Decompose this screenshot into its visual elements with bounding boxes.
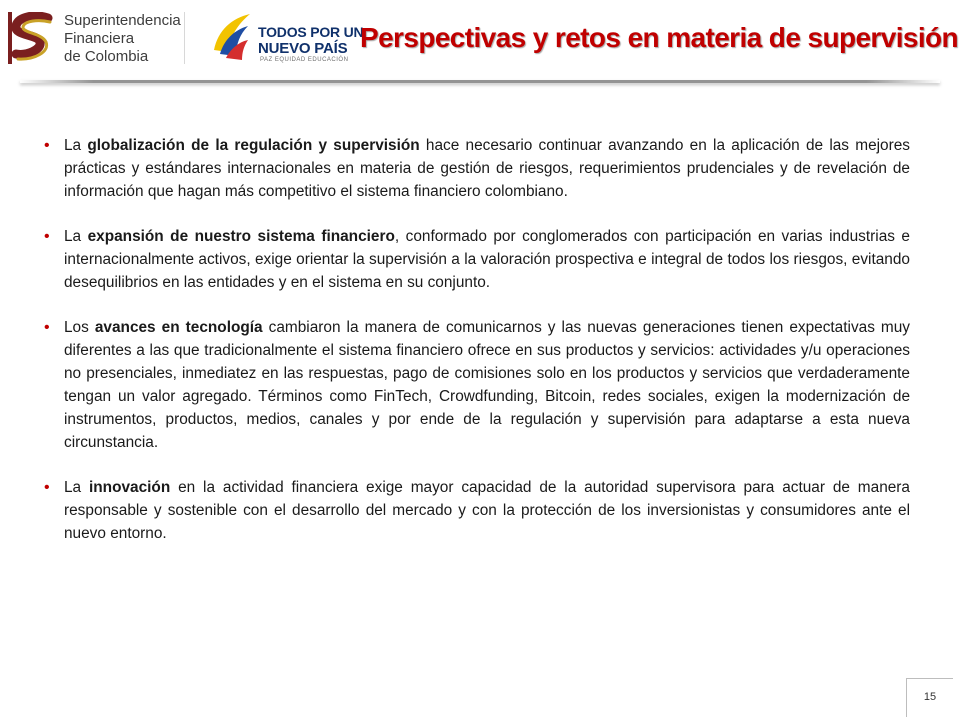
gov-logo-line-1: TODOS POR UN: [258, 24, 364, 40]
bullet-text-bold: globalización de la regulación y supervisión: [87, 137, 420, 154]
superintendencia-logo: [8, 8, 181, 66]
logo-divider: [184, 12, 185, 64]
gov-logo-line-2: NUEVO PAÍS: [258, 40, 348, 57]
sfc-logo-line-1: Superintendencia: [64, 12, 181, 29]
bullet-dot-icon: •: [44, 137, 50, 154]
bullet-text-post: cambiaron la manera de comunicarnos y las nuevas generaciones tienen expectativas muy diferentes a las que tradicionalmente el sistema financiero ofrece en sus productos y servicios: actividades y/u operaciones no presenciales, inmediatez en las respuestas, pago de comisiones solo en los productos y servicios que verdaderamente tengan un valor agregado. Términos como FinTech, Crowdfunding, Bitcoin, redes sociales, exigen la modernización de instrumentos, productos, medios, canales y por ende de la regulación y supervisión para adaptarse a esta nueva circunstancia.: [64, 319, 911, 451]
bullet-item: [44, 134, 910, 203]
sfc-logo-text: [64, 12, 181, 66]
bullet-text-post: , conformado por conglomerados con participación en varias industrias e internacionalmente activos, exige orientar la supervisión a la valoración prospectiva e integral de todos los riesgos, evitando desequilibrios en las entidades y en el sistema en su conjunto.: [64, 228, 910, 291]
bullet-dot-icon: •: [44, 228, 50, 245]
bullet-text-post: hace necesario continuar avanzando en la aplicación de las mejores prácticas y estándares internacionales en materia de gestión de riesgos, requerimientos prudenciales y de revelación de información que hagan más competitivo el sistema financiero colombiano.: [64, 137, 910, 200]
bullet-text-bold: expansión de nuestro sistema financiero: [87, 228, 395, 245]
title-underline: [20, 80, 940, 83]
colombia-flag-swoosh-icon: [208, 10, 254, 62]
bullet-item: [44, 225, 910, 294]
bullet-item: [44, 316, 910, 454]
sfc-emblem-icon: [8, 12, 58, 64]
bullet-text-post: en la actividad financiera exige mayor capacidad de la autoridad supervisora para actuar de manera responsable y sostenible con el desarrollo del mercado y con la protección de los inversionistas y consumidores ante el nuevo entorno.: [64, 479, 910, 542]
bullet-text-pre: Los: [64, 319, 95, 336]
page-number: 15: [923, 691, 937, 703]
bullet-text-pre: La: [64, 228, 88, 245]
slide-title: Perspectivas y retos en materia de supervisión: [360, 22, 959, 53]
bullet-text-pre: La: [64, 479, 89, 496]
todos-por-un-nuevo-pais-logo: [208, 10, 364, 66]
sfc-logo-line-3: de Colombia: [64, 48, 149, 65]
bullet-list: [44, 134, 910, 567]
bullet-text-pre: La: [64, 137, 88, 154]
page-number-box: [906, 678, 953, 717]
bullet-dot-icon: •: [44, 479, 50, 496]
gov-logo-tagline: PAZ EQUIDAD EDUCACIÓN: [260, 57, 349, 63]
slide-header: [0, 0, 960, 80]
sfc-logo-line-2: Financiera: [64, 30, 135, 47]
bullet-text-bold: innovación: [88, 479, 171, 496]
bullet-text-bold: avances en tecnología: [94, 319, 263, 336]
bullet-dot-icon: •: [44, 319, 50, 336]
bullet-item: [44, 476, 910, 545]
